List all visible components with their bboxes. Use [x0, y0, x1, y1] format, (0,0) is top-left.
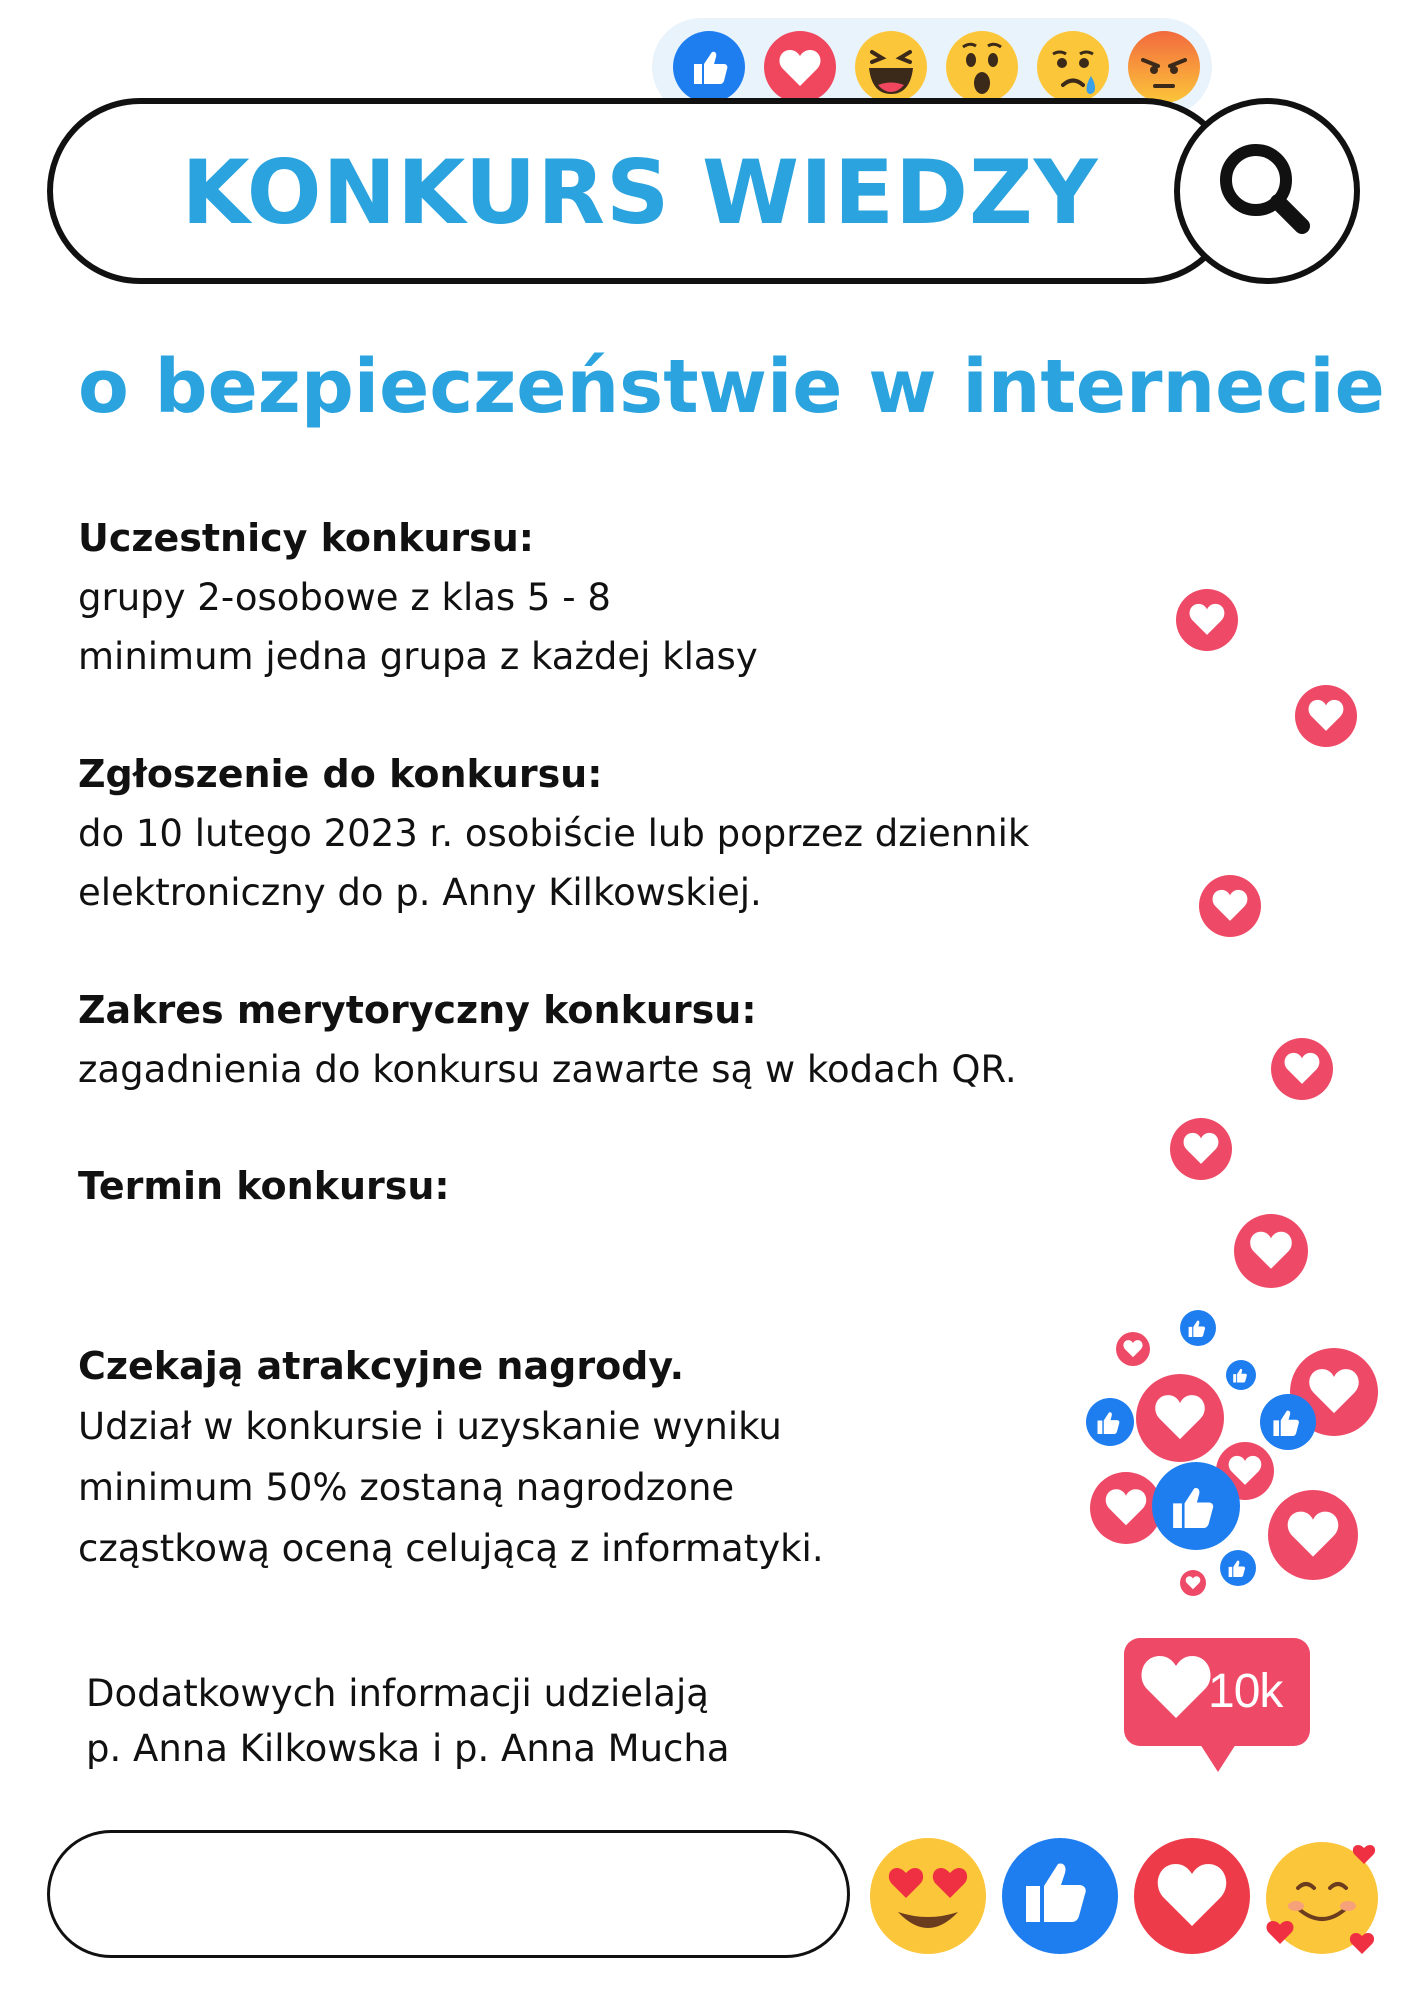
bottom-input-bar[interactable]: [47, 1830, 850, 1958]
heart-icon: [1176, 589, 1238, 651]
section-heading-participants: Uczestnicy konkursu:: [78, 516, 534, 560]
smiling-hearts-emoji-icon: [1266, 1842, 1378, 1954]
section-text: zagadnienia do konkursu zawarte są w kodach QR.: [78, 1048, 1017, 1091]
heart-icon: [1199, 875, 1261, 937]
contact-line: Dodatkowych informacji udzielają: [86, 1672, 709, 1715]
like-icon: [1002, 1838, 1118, 1954]
heart-icon: [1234, 1214, 1308, 1288]
section-heading-prizes: Czekają atrakcyjne nagrody.: [78, 1344, 685, 1388]
heart-icon: [1170, 1118, 1232, 1180]
like-icon: [1260, 1394, 1316, 1450]
like-icon: [1220, 1550, 1256, 1586]
section-heading-registration: Zgłoszenie do konkursu:: [78, 752, 603, 796]
like-icon: [1086, 1398, 1134, 1446]
heart-icon: [1090, 1472, 1162, 1544]
heart-icon: [1268, 1490, 1358, 1580]
heart-icon: [1271, 1038, 1333, 1100]
section-text: cząstkową oceną celującą z informatyki.: [78, 1527, 824, 1570]
section-text: minimum jedna grupa z każdej klasy: [78, 635, 758, 678]
page-subtitle: o bezpieczeństwie w internecie: [78, 344, 1385, 430]
section-text: do 10 lutego 2023 r. osobiście lub poprzez dziennik: [78, 812, 1030, 855]
like-icon: [1226, 1360, 1256, 1390]
like-count: 10k: [1208, 1665, 1283, 1718]
heart-icon: [1116, 1332, 1150, 1366]
section-text: minimum 50% zostaną nagrodzone: [78, 1466, 735, 1509]
section-text: elektroniczny do p. Anny Kilkowskiej.: [78, 871, 762, 914]
heart-icon: [1180, 1570, 1206, 1596]
heart-icon: [1134, 1838, 1250, 1954]
section-heading-scope: Zakres merytoryczny konkursu:: [78, 988, 757, 1032]
heart-icon: [1295, 685, 1357, 747]
contact-line: p. Anna Kilkowska i p. Anna Mucha: [86, 1727, 730, 1770]
section-text: grupy 2-osobowe z klas 5 - 8: [78, 576, 611, 619]
section-heading-date: Termin konkursu:: [78, 1164, 450, 1208]
section-text: Udział w konkursie i uzyskanie wyniku: [78, 1405, 782, 1448]
like-icon: [1152, 1462, 1240, 1550]
heart-icon: [1136, 1374, 1224, 1462]
like-icon: [1180, 1310, 1216, 1346]
page-title: KONKURS WIEDZY: [181, 141, 1099, 244]
heart-eyes-emoji-icon: [870, 1838, 986, 1954]
